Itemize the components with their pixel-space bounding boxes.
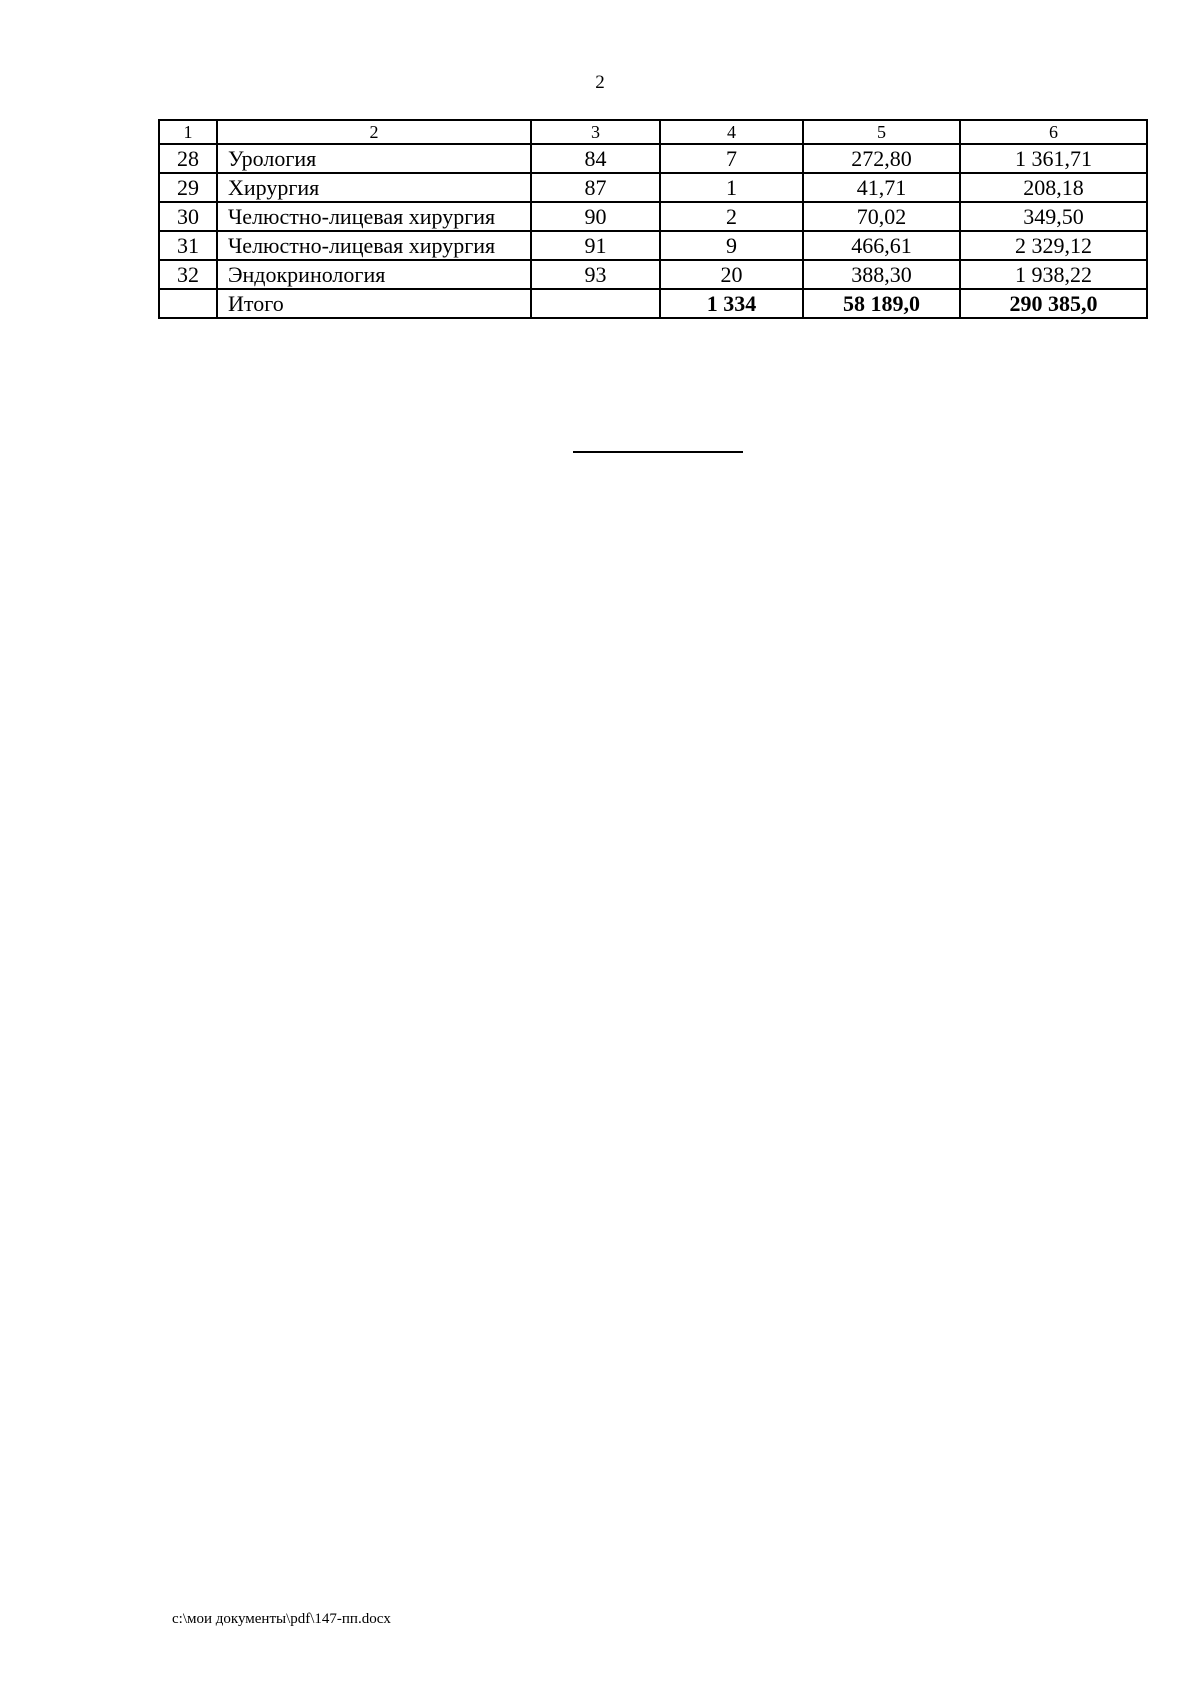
amount5-cell: 70,02 xyxy=(803,202,960,231)
total-amount6: 290 385,0 xyxy=(960,289,1147,318)
row-number: 28 xyxy=(159,144,217,173)
column-header: 1 xyxy=(159,120,217,144)
column-header: 2 xyxy=(217,120,531,144)
specialty-name: Челюстно-лицевая хирургия xyxy=(217,231,531,260)
total-row xyxy=(159,289,1147,318)
total-label: Итого xyxy=(217,289,531,318)
total-count: 1 334 xyxy=(660,289,803,318)
data-table xyxy=(158,119,1148,319)
amount6-cell: 1 938,22 xyxy=(960,260,1147,289)
column-header: 6 xyxy=(960,120,1147,144)
count-cell: 2 xyxy=(660,202,803,231)
table-header-row xyxy=(159,120,1147,144)
empty-cell xyxy=(531,289,660,318)
amount6-cell: 208,18 xyxy=(960,173,1147,202)
amount5-cell: 41,71 xyxy=(803,173,960,202)
code-cell: 93 xyxy=(531,260,660,289)
specialty-name: Урология xyxy=(217,144,531,173)
table-row xyxy=(159,144,1147,173)
total-amount5: 58 189,0 xyxy=(803,289,960,318)
amount5-cell: 466,61 xyxy=(803,231,960,260)
empty-cell xyxy=(159,289,217,318)
count-cell: 9 xyxy=(660,231,803,260)
row-number: 30 xyxy=(159,202,217,231)
code-cell: 91 xyxy=(531,231,660,260)
column-header: 3 xyxy=(531,120,660,144)
table-row xyxy=(159,202,1147,231)
count-cell: 20 xyxy=(660,260,803,289)
page-number: 2 xyxy=(595,72,605,93)
amount6-cell: 349,50 xyxy=(960,202,1147,231)
table-row xyxy=(159,231,1147,260)
row-number: 31 xyxy=(159,231,217,260)
table-row xyxy=(159,173,1147,202)
count-cell: 1 xyxy=(660,173,803,202)
code-cell: 90 xyxy=(531,202,660,231)
specialty-name: Эндокринология xyxy=(217,260,531,289)
specialty-name: Челюстно-лицевая хирургия xyxy=(217,202,531,231)
end-divider xyxy=(573,451,743,453)
column-header: 5 xyxy=(803,120,960,144)
footer-file-path: c:\мои документы\pdf\147-пп.docx xyxy=(172,1611,391,1627)
row-number: 29 xyxy=(159,173,217,202)
row-number: 32 xyxy=(159,260,217,289)
amount5-cell: 388,30 xyxy=(803,260,960,289)
column-header: 4 xyxy=(660,120,803,144)
code-cell: 87 xyxy=(531,173,660,202)
table-row xyxy=(159,260,1147,289)
code-cell: 84 xyxy=(531,144,660,173)
count-cell: 7 xyxy=(660,144,803,173)
amount5-cell: 272,80 xyxy=(803,144,960,173)
amount6-cell: 1 361,71 xyxy=(960,144,1147,173)
amount6-cell: 2 329,12 xyxy=(960,231,1147,260)
specialty-name: Хирургия xyxy=(217,173,531,202)
